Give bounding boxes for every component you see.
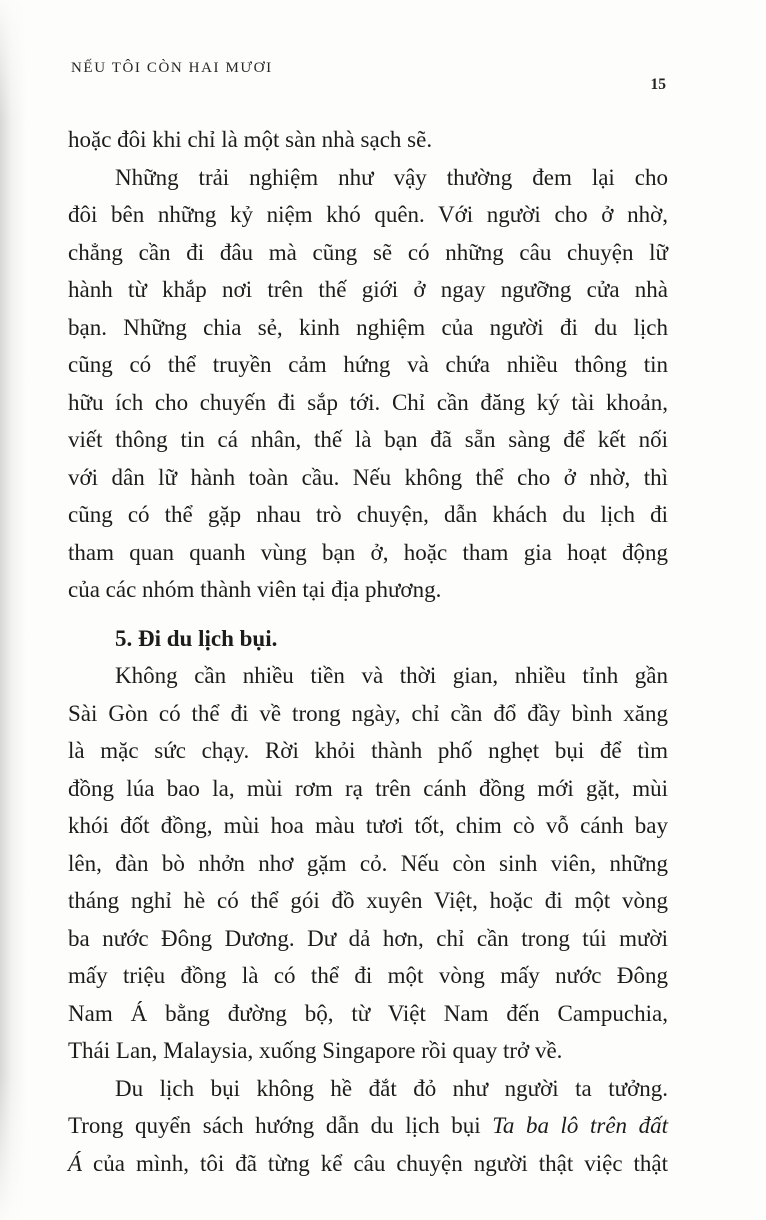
text-line	[68, 459, 668, 497]
text-segment: hoặc đôi khi chỉ là một sàn nhà sạch sẽ.	[68, 127, 433, 152]
text-line	[68, 657, 668, 695]
text-line	[68, 1032, 668, 1070]
text-segment: Thái Lan, Malaysia, xuống Singapore rồi quay trở về.	[68, 1038, 563, 1063]
text-segment: đồng lúa bao la, mùi rơm rạ trên cánh đồng mới gặt, mùi	[68, 775, 668, 801]
text-segment: mấy triệu đồng là có thể đi một vòng mấy nước Đông	[68, 963, 668, 988]
text-segment: Không cần nhiều tiền và thời gian, nhiều tỉnh gần	[115, 663, 668, 688]
paragraph	[68, 657, 668, 1070]
text-line	[68, 770, 668, 808]
text-segment: lên, đàn bò nhởn nhơ gặm cỏ. Nếu còn sinh viên, những	[68, 850, 668, 876]
text-line	[68, 121, 668, 159]
text-segment: Nam Á bằng đường bộ, từ Việt Nam đến Campuchia,	[68, 1000, 668, 1026]
page-edge-shadow	[0, 0, 26, 1220]
text-line	[68, 807, 668, 845]
text-line	[68, 957, 668, 995]
text-segment: cũng có thể truyền cảm hứng và chứa nhiều thông tin	[68, 352, 668, 377]
text-line	[68, 995, 668, 1033]
text-segment: tháng nghỉ hè có thể gói đồ xuyên Việt, hoặc đi một vòng	[68, 888, 668, 913]
text-segment: Du lịch bụi không hề đắt đỏ như người ta tưởng.	[115, 1075, 668, 1101]
text-line	[68, 920, 668, 958]
text-line	[68, 196, 668, 234]
body-text	[68, 121, 668, 1182]
text-segment: chẳng cần đi đâu mà cũng sẽ có những câu chuyện lữ	[68, 239, 668, 265]
text-line	[68, 1070, 668, 1108]
text-segment: đôi bên những kỷ niệm khó quên. Với người cho ở nhờ,	[68, 202, 668, 227]
text-line	[68, 620, 668, 658]
text-segment: cũng có thể gặp nhau trò chuyện, dẫn khách du lịch đi	[68, 502, 668, 527]
text-line	[68, 1145, 668, 1183]
text-line	[68, 159, 668, 197]
text-segment: viết thông tin cá nhân, thế là bạn đã sẵn sàng để kết nối	[68, 427, 668, 452]
text-line	[68, 234, 668, 272]
text-segment: khói đốt đồng, mùi hoa màu tươi tốt, chim cò vỗ cánh bay	[68, 813, 668, 838]
text-line	[68, 271, 668, 309]
text-segment: của mình, tôi đã từng kể câu chuyện người thật việc thật	[82, 1150, 668, 1176]
text-segment: với dân lữ hành toàn cầu. Nếu không thể cho ở nhờ, thì	[68, 464, 668, 490]
book-title-italic: Á	[68, 1150, 83, 1176]
paragraph	[68, 1070, 668, 1183]
text-line	[68, 421, 668, 459]
text-segment: Sài Gòn có thể đi về trong ngày, chỉ cần đổ đầy bình xăng	[68, 700, 668, 726]
text-segment: bạn. Những chia sẻ, kinh nghiệm của người đi du lịch	[68, 314, 668, 340]
text-segment: hành từ khắp nơi trên thế giới ở ngay ngưỡng cửa nhà	[68, 277, 668, 302]
text-line	[68, 534, 668, 572]
book-title-italic: Ta ba lô trên đất	[492, 1113, 668, 1138]
text-segment: tham quan quanh vùng bạn ở, hoặc tham gia hoạt động	[68, 539, 668, 565]
text-segment: của các nhóm thành viên tại địa phương.	[68, 577, 442, 602]
text-segment: Trong quyển sách hướng dẫn du lịch bụi	[68, 1113, 493, 1138]
text-line	[68, 1107, 668, 1145]
paragraph	[68, 121, 668, 159]
page-number: 15	[650, 76, 666, 93]
text-segment: 5. Đi du lịch bụi.	[115, 625, 278, 651]
text-segment: Những trải nghiệm như vậy thường đem lại cho	[115, 164, 668, 190]
text-line	[68, 882, 668, 920]
text-segment: là mặc sức chạy. Rời khỏi thành phố nghẹt bụi để tìm	[68, 738, 668, 763]
text-line	[68, 496, 668, 534]
section-heading	[68, 620, 668, 658]
text-line	[68, 309, 668, 347]
text-segment: ba nước Đông Dương. Dư dả hơn, chỉ cần trong túi mười	[68, 925, 668, 951]
text-segment: hữu ích cho chuyến đi sắp tới. Chỉ cần đăng ký tài khoản,	[68, 389, 668, 415]
text-line	[68, 845, 668, 883]
text-line	[68, 346, 668, 384]
text-line	[68, 695, 668, 733]
text-line	[68, 732, 668, 770]
text-line	[68, 571, 668, 609]
running-title: NẾU TÔI CÒN HAI MƯƠI	[71, 60, 273, 76]
paragraph	[68, 159, 668, 609]
text-line	[68, 384, 668, 422]
